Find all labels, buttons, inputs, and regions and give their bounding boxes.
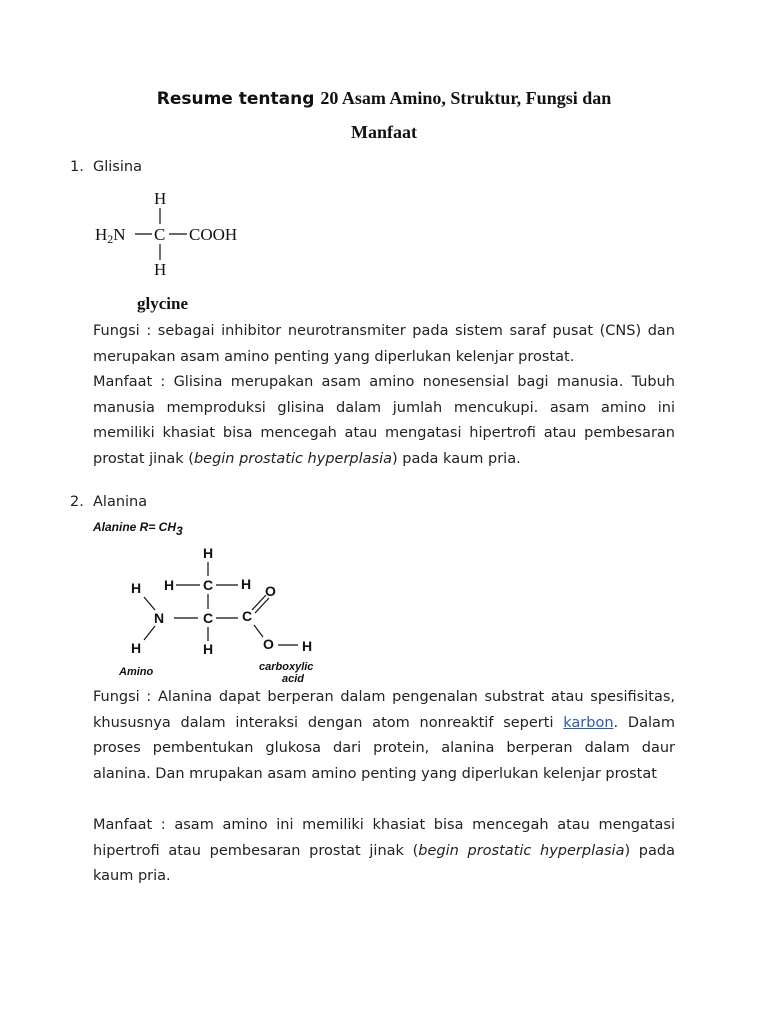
carboxyl-label-1: carboxylic — [259, 661, 314, 673]
alanina-fungsi: Fungsi : Alanina dapat berperan dalam pengenalan substrat atau spesifisitas, khususnya dalam interaksi dengan atom nonreaktif seperti karbon. Dalam proses pembentukan glukosa dari protein, alanina berperan dalam daur alanina. Dan mrupakan asam amino penting yang diperlukan kelenjar prostat — [93, 689, 675, 783]
glycine-structure-diagram — [90, 186, 270, 316]
bond-c3-o2 — [254, 625, 263, 637]
atom-h-top: H — [154, 189, 167, 208]
atom-h2: H — [131, 580, 142, 596]
atom-h7: H — [302, 638, 313, 654]
atom-o1: O — [265, 583, 276, 599]
list-item-alanina-heading — [70, 494, 147, 510]
list-item-glisina-heading — [70, 159, 142, 175]
atom-h2n: H2N — [95, 225, 126, 246]
atom-c3: C — [242, 608, 253, 624]
atom-h5: H — [131, 640, 142, 656]
bond-c3-o1-a — [252, 595, 266, 610]
alanine-label: Alanine R= CH3 — [93, 520, 183, 538]
glycine-caption: glycine — [137, 294, 188, 313]
amino-label: Amino — [119, 666, 154, 678]
document-title — [0, 88, 768, 109]
carboxyl-label-2: acid — [282, 673, 305, 685]
bond-h2-n — [144, 597, 155, 610]
glisina-fungsi: Fungsi : sebagai inhibitor neurotransmiter pada sistem saraf pusat (CNS) dan merupakan asam amino penting yang diperlukan kelenjar prostat. — [93, 323, 675, 365]
atom-n: N — [154, 610, 165, 626]
bond-h5-n — [144, 626, 155, 640]
atom-c2: C — [203, 610, 214, 626]
atom-c: C — [154, 225, 166, 244]
bond-c3-o1-b — [255, 598, 269, 613]
document-title-line-2: Manfaat — [351, 122, 417, 142]
karbon-link[interactable]: karbon — [563, 714, 614, 731]
title-part-1: Resume tentang — [156, 89, 315, 109]
atom-c1: C — [203, 577, 214, 593]
atom-h6: H — [203, 641, 214, 657]
list-number: 1. — [70, 159, 84, 175]
atom-h1: H — [203, 545, 214, 561]
list-number: 2. — [70, 494, 84, 510]
glisina-manfaat: Manfaat : Glisina merupakan asam amino nonesensial bagi manusia. Tubuh manusia memproduksi glisina dalam jumlah mencukupi. asam amino ini memiliki khasiat bisa mencegah atau mengatasi hipertrofi atau pembesaran prostat jinak (begin prostatic hyperplasia) pada kaum pria. — [93, 374, 675, 468]
alanine-structure-diagram — [90, 514, 340, 688]
alanina-manfaat: Manfaat : asam amino ini memiliki khasiat bisa mencegah atau mengatasi hipertrofi atau pembesaran prostat jinak (begin prostatic hyperplasia) pada kaum pria. — [93, 817, 675, 885]
atom-h3: H — [164, 577, 175, 593]
atom-h4: H — [241, 576, 252, 592]
amino-acid-name: Glisina — [93, 159, 142, 175]
atom-h-bottom: H — [154, 260, 167, 279]
title-part-2: 20 Asam Amino, Struktur, Fungsi dan — [320, 88, 612, 108]
atom-o2: O — [263, 636, 274, 652]
amino-acid-name: Alanina — [93, 494, 148, 510]
atom-cooh: COOH — [189, 225, 238, 244]
